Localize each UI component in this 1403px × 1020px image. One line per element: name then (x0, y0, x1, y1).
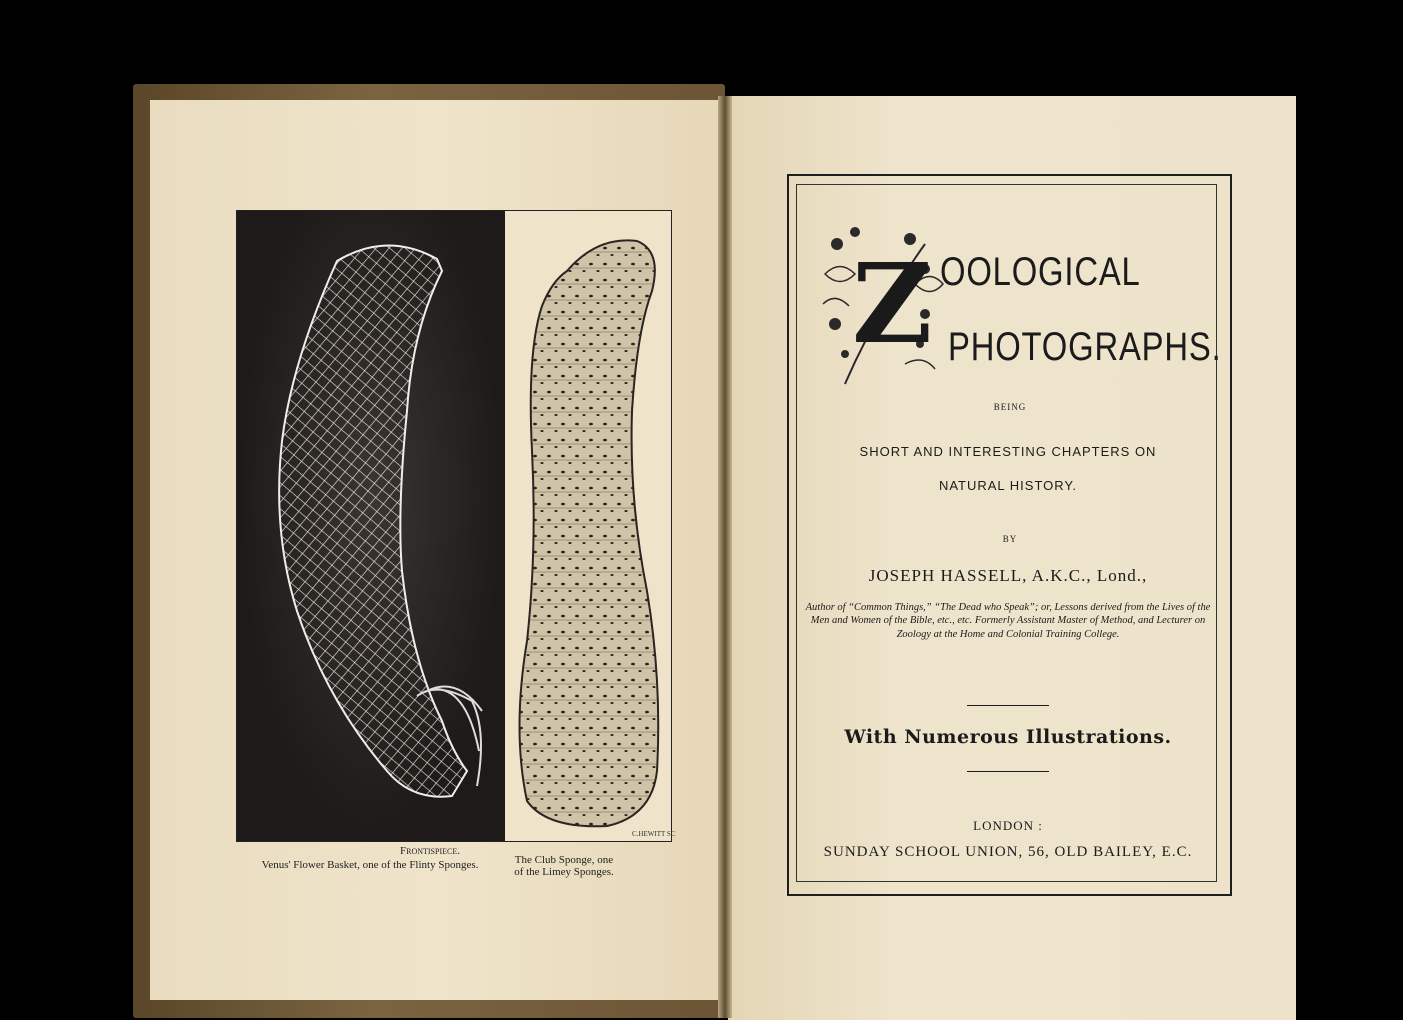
club-sponge (520, 240, 659, 826)
author-name: JOSEPH HASSELL, A.K.C., Lond., (868, 566, 1148, 585)
by-label: BY (1002, 534, 1018, 544)
rule-lower (967, 771, 1049, 772)
initial-letter: Z (852, 239, 933, 368)
title-line-1: OOLOGICAL (940, 250, 1141, 294)
subtitle-line-2: NATURAL HISTORY. (938, 478, 1078, 493)
caption-frontispiece: Frontispiece. (400, 845, 460, 857)
imprint-city: LONDON : (973, 818, 1043, 833)
frontispiece-illustration (236, 210, 676, 842)
publisher-imprint: SUNDAY SCHOOL UNION, 56, OLD BAILEY, E.C. (823, 844, 1193, 860)
decorated-initial (815, 214, 950, 399)
subtitle-line-1: SHORT AND INTERESTING CHAPTERS ON (859, 444, 1157, 459)
illustrations-note: With Numerous Illustrations. (844, 726, 1172, 748)
caption-club-sponge: The Club Sponge, one of the Limey Sponges. (514, 854, 614, 879)
caption-venus-flower-basket: Venus' Flower Basket, one of the Flinty Sponges. (261, 859, 479, 871)
title-line-2: PHOTOGRAPHS. (948, 325, 1222, 369)
being-label: BEING (993, 402, 1027, 412)
venus-flower-basket (279, 245, 467, 796)
book-gutter (718, 96, 732, 1018)
engraver-signature: C.HEWITT SC (632, 830, 676, 838)
rule-upper (967, 705, 1049, 706)
author-description: Author of “Common Things,” “The Dead who Speak”; or, Lessons derived from the Lives of the Men and Women of the Bible, etc., etc. Formerly Assistant Master of Method, and Lecturer on Zoology at the Home and Colonial Training College. (805, 602, 1211, 640)
sponge-engravings (237, 211, 676, 841)
